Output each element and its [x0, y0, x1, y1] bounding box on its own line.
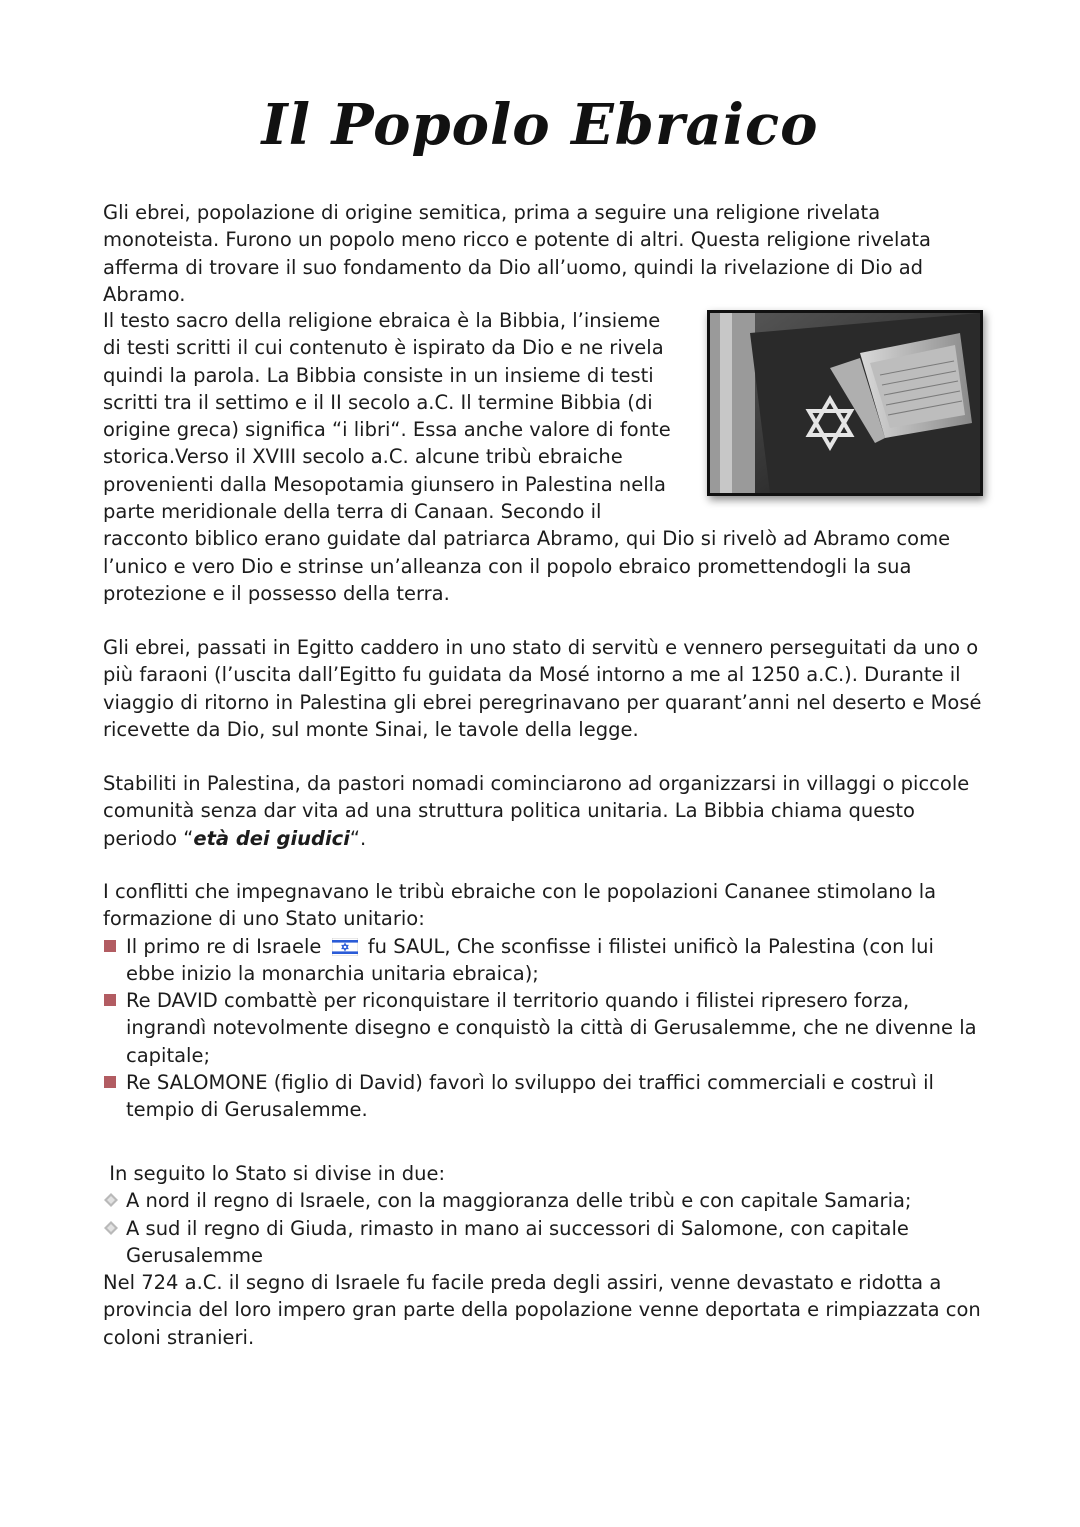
- intro-paragraph: [103, 199, 983, 308]
- kings-section: [103, 878, 983, 1124]
- judges-paragraph: [103, 770, 983, 852]
- paragraph-text: I conflitti che impegnavano le tribù ebraiche con le popolazioni Cananee stimolano la formazione di uno Stato unitario:: [103, 880, 937, 931]
- egypt-paragraph: [103, 634, 983, 743]
- bible-paragraph-block: [103, 307, 983, 607]
- text-span: Stabiliti in Palestina, da pastori nomadi cominciarono ad organizzarsi in villaggi o piccole comunità senza dar vita ad una struttura politica unitaria. La Bibbia chiama questo periodo “: [103, 772, 970, 850]
- list-item: [103, 933, 983, 988]
- list-item: [103, 1215, 983, 1270]
- list-item-text: A sud il regno di Giuda, rimasto in mano ai successori di Salomone, con capitale Gerusalemme: [126, 1216, 909, 1267]
- diamond-bullet-icon: [103, 1192, 119, 1208]
- israel-flag-icon: [332, 938, 358, 956]
- list-item-text: fu SAUL, Che sconfisse i filistei unificò la Palestina (con lui ebbe inizio la monarchia unitaria ebraica);: [126, 934, 934, 985]
- paragraph-text: Nel 724 a.C. il segno di Israele fu facile preda degli assiri, venne devastato e ridotta a provincia del loro impero gran parte della popolazione venne deportata e rimpiazzata con coloni stranieri.: [103, 1271, 981, 1349]
- list-item: [103, 1069, 983, 1124]
- diamond-bullet-icon: [103, 1220, 119, 1236]
- paragraph-text: Gli ebrei, popolazione di origine semitica, prima a seguire una religione rivelata monoteista. Furono un popolo meno ricco e potente di altri. Questa religione rivelata afferma di trovare il suo fondamento da Dio all’uomo, quindi la rivelazione di Dio ad Abramo.: [103, 201, 931, 306]
- torah-book-photo: [710, 313, 980, 493]
- torah-photo: [707, 310, 983, 496]
- paragraph-text: Gli ebrei, passati in Egitto caddero in uno stato di servitù e vennero perseguitati da uno o più faraoni (l’uscita dall’Egitto fu guidata da Mosé intorno a me al 1250 a.C.). Durante il viaggio di ritorno in Palestina gli ebrei peregrinavano per quarant’anni nel deserto e Mosé ricevette da Dio, sul monte Sinai, le tavole della legge.: [103, 636, 982, 741]
- square-bullet-icon: [104, 1076, 116, 1088]
- division-section: [103, 1160, 983, 1351]
- emphasized-term: età dei giudici: [193, 826, 350, 850]
- square-bullet-icon: [104, 940, 116, 952]
- kingdoms-list: [103, 1187, 983, 1269]
- kings-list: [103, 933, 983, 1124]
- page-title: Il Popolo Ebraico: [261, 92, 819, 158]
- photo-frame: [707, 310, 983, 496]
- paragraph-text: Il testo sacro della religione ebraica è la Bibbia, l’insieme di testi scritti il cui contenuto è ispirato da Dio e ne rivela quindi la parola. La Bibbia consiste in un insieme di testi scritti tra il settimo e il II secolo a.C. Il termine Bibbia (di origine greca) significa “i libri“. Essa anche valore di fonte storica.Verso il XVIII secolo a.C. alcune tribù ebraiche provenienti dalla Mesopotamia giunsero in Palestina nella parte meridionale della terra di Canaan. Secondo il racconto biblico erano guidate dal patriarca Abramo, qui Dio si rivelò ad Abramo come l’unico e vero Dio e strinse un’alleanza con il popolo ebraico promettendogli la sua protezione e il possesso della terra.: [103, 309, 951, 605]
- list-item: [103, 1187, 983, 1214]
- list-item-text: Il primo re di Israele: [126, 934, 322, 958]
- list-item-text: Re SALOMONE (figlio di David) favorì lo sviluppo dei traffici commerciali e costruì il tempio di Gerusalemme.: [126, 1071, 934, 1122]
- text-span: “.: [349, 826, 367, 850]
- square-bullet-icon: [104, 994, 116, 1006]
- paragraph-text: [103, 770, 983, 852]
- list-item: [103, 987, 983, 1069]
- list-item-text: Re DAVID combattè per riconquistare il territorio quando i filistei ripresero forza, ingrandì notevolmente disegno e conquistò la città di Gerusalemme, che ne divenne la capitale;: [126, 989, 977, 1067]
- list-item-text: A nord il regno di Israele, con la maggioranza delle tribù e con capitale Samaria;: [126, 1189, 912, 1213]
- paragraph-text: In seguito lo Stato si divise in due:: [103, 1162, 446, 1185]
